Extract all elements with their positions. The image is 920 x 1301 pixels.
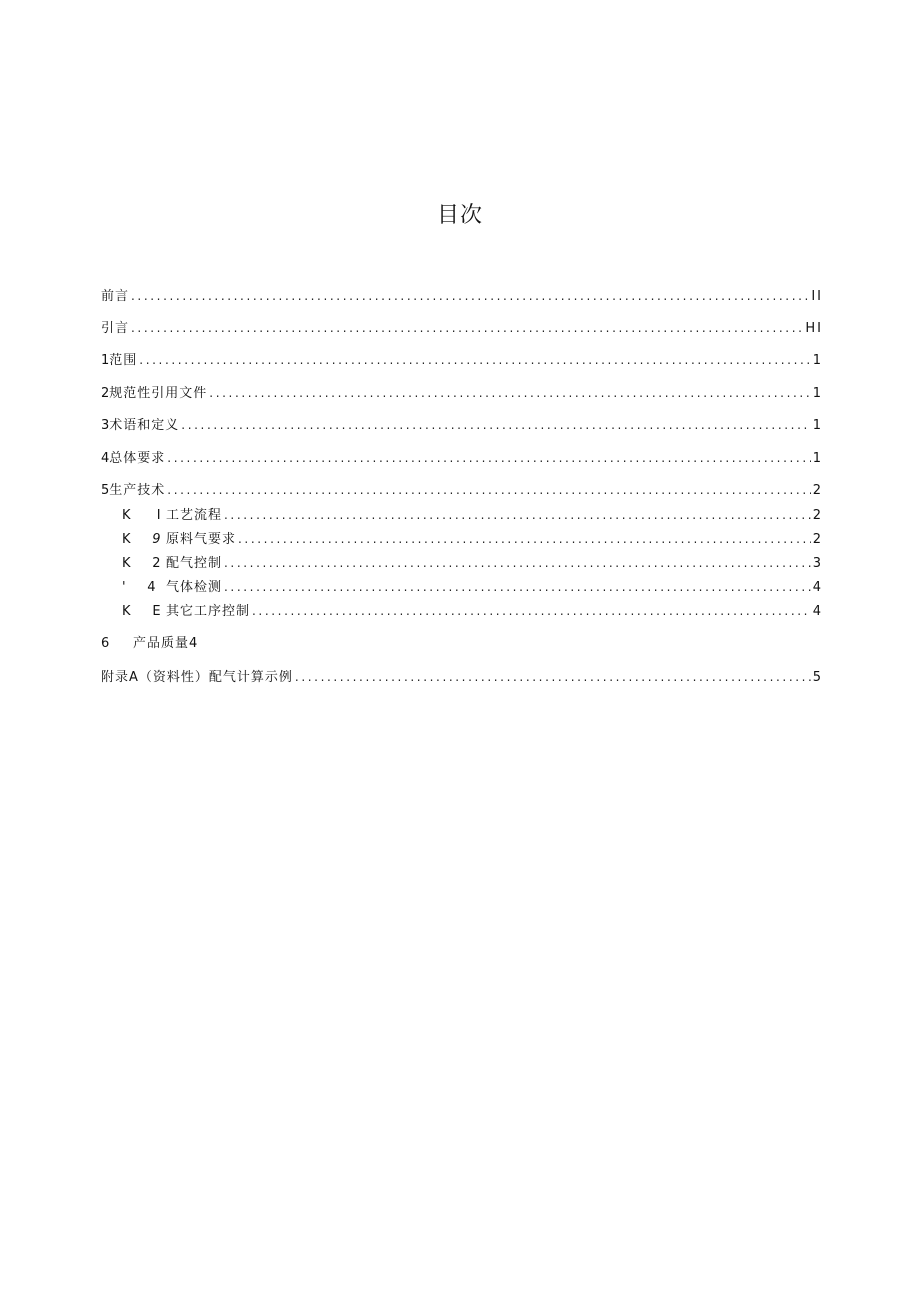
toc-entry-number-suffix: 2 <box>152 556 163 571</box>
toc-entry-number-prefix: K <box>122 556 133 571</box>
toc-entry-number <box>122 578 166 598</box>
dot-leader <box>238 529 811 549</box>
dot-leader <box>167 480 810 500</box>
toc-entry-number-prefix: K <box>122 508 133 523</box>
toc-subentry-gas-testing[interactable] <box>122 577 823 597</box>
toc-entry-page: 3 <box>812 556 823 571</box>
toc-entry-title: 工艺流程 <box>166 508 223 523</box>
dot-leader <box>131 318 803 338</box>
toc-entry-number <box>122 602 166 622</box>
toc-entry-page: II <box>811 289 823 304</box>
toc-entry-number-prefix: ' <box>122 580 128 595</box>
toc-entry-title: 总体要求 <box>109 451 166 466</box>
toc-entry-number: 4 <box>101 451 110 466</box>
toc-entry-page: 1 <box>812 451 823 466</box>
toc-entry-number <box>122 506 166 526</box>
toc-entry-title: 生产技术 <box>109 483 166 498</box>
toc-entry-page: 2 <box>812 483 823 498</box>
toc-entry-title: 引言 <box>101 321 130 336</box>
toc-entry-normative-references[interactable] <box>101 383 823 403</box>
toc-entry-title: 附录A（资料性）配气计算示例 <box>101 670 293 685</box>
toc-entry-number: 3 <box>101 418 110 433</box>
toc-entry-production-technology[interactable] <box>101 480 823 500</box>
toc-entry-product-quality[interactable] <box>101 634 823 654</box>
dot-leader <box>209 383 810 403</box>
toc-entry-title: 原料气要求 <box>166 532 237 547</box>
toc-entry-number-suffix: 9 <box>152 532 163 547</box>
toc-entry-title: 配气控制 <box>166 556 223 571</box>
toc-entry-page: 1 <box>812 418 823 433</box>
dot-leader <box>224 577 811 597</box>
toc-entry-number <box>122 530 166 550</box>
toc-entry-number-suffix: I <box>156 508 163 523</box>
dot-leader <box>131 286 809 306</box>
toc-entry-scope[interactable] <box>101 350 823 370</box>
toc-entry-title: 范围 <box>109 353 138 368</box>
dot-leader <box>295 667 811 687</box>
toc-entry-number-prefix: K <box>122 604 133 619</box>
toc-subentry-raw-gas-requirements[interactable] <box>122 529 823 549</box>
toc-entry-introduction[interactable] <box>101 318 823 338</box>
toc-entry-general-requirements[interactable] <box>101 448 823 468</box>
toc-entry-appendix-a[interactable] <box>101 667 823 687</box>
toc-entry-page: 4 <box>812 580 823 595</box>
dot-leader <box>224 553 811 573</box>
toc-entry-number-suffix: 4 <box>147 580 158 595</box>
toc-entry-number: 6 <box>101 636 110 651</box>
toc-entry-page: 1 <box>812 386 823 401</box>
toc-subentry-gas-mixing-control[interactable] <box>122 553 823 573</box>
toc-entry-title: 气体检测 <box>166 580 223 595</box>
toc-entry-foreword[interactable] <box>101 286 823 306</box>
toc-entry-page: 2 <box>812 532 823 547</box>
dot-leader <box>252 601 811 621</box>
toc-entry-page: 2 <box>812 508 823 523</box>
toc-entry-title: 前言 <box>101 289 130 304</box>
dot-leader <box>167 448 810 468</box>
toc-subentry-other-process-control[interactable] <box>122 601 823 621</box>
toc-entry-title: 术语和定义 <box>109 418 180 433</box>
toc-entry-title: 产品质量4 <box>133 636 199 651</box>
page-title: 目次 <box>436 203 483 228</box>
toc-entry-number-prefix: K <box>122 532 133 547</box>
toc-entry-page: 5 <box>812 670 823 685</box>
toc-entry-terms-definitions[interactable] <box>101 415 823 435</box>
toc-entry-number: 5 <box>101 483 110 498</box>
toc-entry-number-suffix: E <box>152 604 163 619</box>
toc-subentry-process-flow[interactable] <box>122 505 823 525</box>
toc-entry-number <box>122 554 166 574</box>
toc-entry-number: 2 <box>101 386 110 401</box>
toc-entry-title: 其它工序控制 <box>166 604 251 619</box>
toc-entry-page: 1 <box>812 353 823 368</box>
dot-leader <box>224 505 811 525</box>
toc-entry-number: 1 <box>101 353 110 368</box>
toc-entry-page: 4 <box>812 604 823 619</box>
dot-leader <box>181 415 810 435</box>
dot-leader <box>139 350 810 370</box>
toc-entry-page: HI <box>805 321 823 336</box>
toc-entry-title: 规范性引用文件 <box>109 386 208 401</box>
